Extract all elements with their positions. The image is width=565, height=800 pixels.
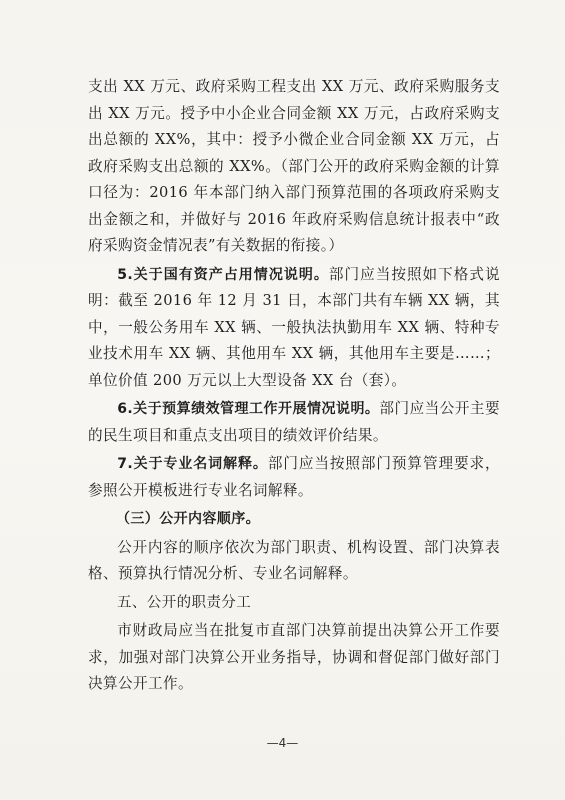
text-assets: 部门应当按照如下格式说明：截至 2016 年 12 月 31 日，本部门共有车辆 XX 辆，其中，一般公务用车 XX 辆、一般执法执勤用车 XX 辆、特种专业技术用车 XX 辆、其他用车 XX 辆，其他用车主要是……；单位价值 200 万元以上大型设备 XX 台（套）。 (88, 265, 500, 389)
document-body (88, 74, 500, 698)
paragraph-terms (88, 451, 500, 504)
text-terms: 部门应当按照部门预算管理要求，参照公开模板进行专业名词解释。 (88, 455, 500, 499)
paragraph-procurement: 支出 XX 万元、政府采购工程支出 XX 万元、政府采购服务支出 XX 万元。授予中小企业合同金额 XX 万元，占政府采购支出总额的 XX%，其中：授予小微企业合同金额 XX 万元，占政府采购支出总额的 XX%。（部门公开的政府采购金额的计算口径为：2016 年本部门纳入部门预算范围的各项政府采购支出金额之和，并做好与 2016 年政府采购信息统计报表中“政府采购资金情况表”有关数据的衔接。） (88, 78, 500, 254)
paragraph-disclosure-order: 公开内容的顺序依次为部门职责、机构设置、部门决算表格、预算执行情况分析、专业名词解释。 (88, 538, 500, 582)
heading-terms: 7.关于专业名词解释。 (117, 456, 268, 472)
heading-disclosure-order: （三）公开内容顺序。 (116, 511, 260, 527)
heading-assets: 5.关于国有资产占用情况说明。 (117, 266, 329, 283)
heading-responsibilities: 五、公开的职责分工 (117, 594, 252, 611)
paragraph-performance (88, 396, 500, 449)
paragraph-assets (88, 262, 500, 395)
heading-performance: 6.关于预算绩效管理工作开展情况说明。 (117, 401, 380, 417)
text-performance: 部门应当公开主要的民生项目和重点支出项目的绩效评价结果。 (88, 400, 500, 444)
paragraph-responsibilities: 市财政局应当在批复市直部门决算前提出决算公开工作要求，加强对部门决算公开业务指导，协调和督促部门做好部门决算公开工作。 (88, 622, 500, 692)
page-number: —4— (266, 736, 299, 750)
